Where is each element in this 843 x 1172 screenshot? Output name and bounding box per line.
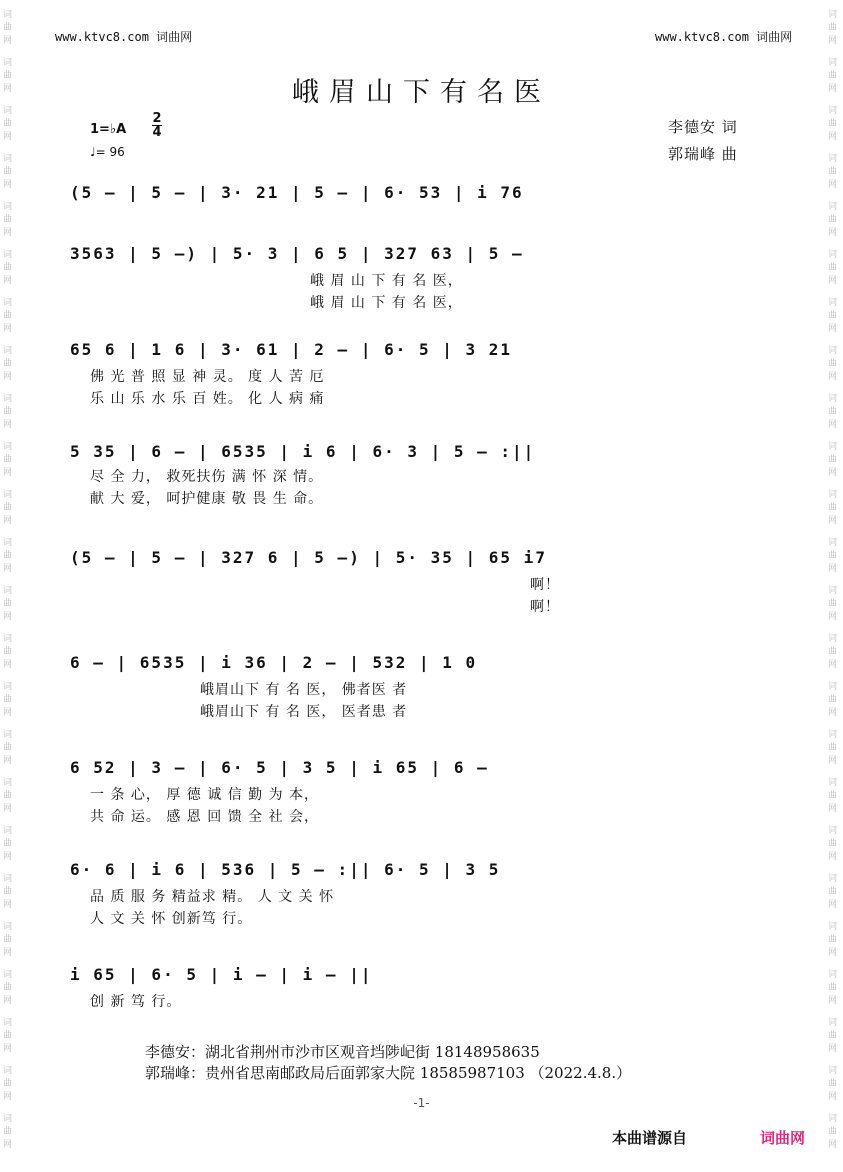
watermark-glyph: 词 xyxy=(828,682,838,692)
watermark-glyph: 词 xyxy=(828,1114,838,1124)
time-signature-top: 2 xyxy=(152,111,162,126)
watermark-glyph: 曲 xyxy=(3,1127,13,1137)
watermark-glyph: 词 xyxy=(828,970,838,980)
watermark-glyph: 曲 xyxy=(828,503,838,513)
watermark-glyph: 网 xyxy=(3,612,13,622)
watermark-glyph: 网 xyxy=(828,372,838,382)
notation-line: 3563 | 5 –) | 5· 3 | 6 5 | 327 63 | 5 – xyxy=(70,244,524,263)
watermark-glyph: 词 xyxy=(3,538,13,548)
watermark-glyph: 词 xyxy=(828,250,838,260)
watermark-glyph: 词 xyxy=(828,202,838,212)
watermark-glyph: 词 xyxy=(828,634,838,644)
watermark-glyph: 网 xyxy=(828,36,838,46)
watermark-glyph: 网 xyxy=(828,180,838,190)
watermark-glyph: 网 xyxy=(3,852,13,862)
music-row-1 xyxy=(70,183,780,223)
key-signature: 1=♭A xyxy=(90,122,127,137)
watermark-glyph: 网 xyxy=(3,180,13,190)
watermark-glyph: 词 xyxy=(3,970,13,980)
watermark-glyph: 网 xyxy=(828,708,838,718)
watermark-glyph: 曲 xyxy=(3,71,13,81)
lyric-verse-1: 创 新 笃 行。 xyxy=(90,994,182,1010)
notation-line: 5 35 | 6 – | 6535 | i 6 | 6· 3 | 5 – :|| xyxy=(70,442,536,461)
watermark-glyph: 词 xyxy=(3,442,13,452)
watermark-glyph: 词 xyxy=(3,634,13,644)
watermark-glyph: 网 xyxy=(3,372,13,382)
watermark-glyph: 曲 xyxy=(3,263,13,273)
watermark-glyph: 网 xyxy=(3,804,13,814)
watermark-glyph: 网 xyxy=(3,276,13,286)
lyric-verse-2: 献 大 爱， 呵护健康 敬 畏 生 命。 xyxy=(90,491,324,507)
watermark-glyph: 网 xyxy=(3,516,13,526)
watermark-glyph: 曲 xyxy=(828,647,838,657)
watermark-glyph: 词 xyxy=(828,538,838,548)
watermark-glyph: 网 xyxy=(3,756,13,766)
notation-line: (5 – | 5 – | 3· 21 | 5 – | 6· 53 | i 76 xyxy=(70,183,524,202)
watermark-glyph: 曲 xyxy=(3,599,13,609)
watermark-glyph: 词 xyxy=(3,58,13,68)
watermark-glyph: 网 xyxy=(3,84,13,94)
watermark-glyph: 曲 xyxy=(3,647,13,657)
watermark-glyph: 词 xyxy=(828,586,838,596)
watermark-glyph: 词 xyxy=(828,1066,838,1076)
watermark-glyph: 词 xyxy=(3,250,13,260)
watermark-glyph: 网 xyxy=(828,420,838,430)
watermark-glyph: 词 xyxy=(828,154,838,164)
music-row-5 xyxy=(70,548,780,588)
watermark-glyph: 曲 xyxy=(828,695,838,705)
notation-line: 6· 6 | i 6 | 536 | 5 – :|| 6· 5 | 3 5 xyxy=(70,860,501,879)
watermark-glyph: 词 xyxy=(828,778,838,788)
watermark-glyph: 网 xyxy=(828,276,838,286)
watermark-glyph: 词 xyxy=(828,442,838,452)
watermark-glyph: 曲 xyxy=(828,407,838,417)
contact-composer: 郭瑞峰：贵州省思南邮政局后面郭家大院 18585987103 （2022.4.8.） xyxy=(145,1064,632,1082)
watermark-glyph: 曲 xyxy=(3,695,13,705)
watermark-glyph: 网 xyxy=(828,132,838,142)
watermark-glyph: 网 xyxy=(3,132,13,142)
watermark-glyph: 词 xyxy=(828,298,838,308)
watermark-glyph: 网 xyxy=(3,900,13,910)
music-row-6 xyxy=(70,653,780,693)
watermark-glyph: 曲 xyxy=(828,935,838,945)
lyric-verse-1: 峨眉山下 有 名 医， 佛者医 者 xyxy=(200,682,408,698)
watermark-glyph: 词 xyxy=(828,490,838,500)
watermark-glyph: 网 xyxy=(828,900,838,910)
lyric-verse-2: 啊！ xyxy=(530,599,560,615)
watermark-glyph: 网 xyxy=(3,996,13,1006)
source-site-link[interactable]: 词曲网 xyxy=(760,1129,806,1147)
watermark-glyph: 网 xyxy=(828,324,838,334)
watermark-glyph: 曲 xyxy=(3,983,13,993)
tempo-marking xyxy=(90,145,125,159)
watermark-glyph: 词 xyxy=(828,106,838,116)
watermark-glyph: 词 xyxy=(3,490,13,500)
watermark-glyph: 曲 xyxy=(828,167,838,177)
watermark-glyph: 词 xyxy=(3,298,13,308)
watermark-glyph: 网 xyxy=(828,468,838,478)
watermark-glyph: 网 xyxy=(3,1140,13,1150)
watermark-glyph: 词 xyxy=(828,1018,838,1028)
page-number: -1- xyxy=(413,1096,430,1110)
watermark-glyph: 网 xyxy=(3,468,13,478)
watermark-glyph: 网 xyxy=(828,1140,838,1150)
watermark-glyph: 词 xyxy=(3,1066,13,1076)
quarter-note-icon: ♩ xyxy=(90,145,96,159)
watermark-glyph: 词 xyxy=(3,922,13,932)
watermark-glyph: 词 xyxy=(3,1114,13,1124)
watermark-glyph: 曲 xyxy=(3,791,13,801)
watermark-glyph: 网 xyxy=(3,1092,13,1102)
watermark-glyph: 曲 xyxy=(3,455,13,465)
watermark-glyph: 词 xyxy=(3,10,13,20)
watermark-glyph: 网 xyxy=(3,1044,13,1054)
watermark-glyph: 网 xyxy=(3,708,13,718)
watermark-glyph: 曲 xyxy=(828,887,838,897)
site-url-right[interactable]: www.ktvc8.com 词曲网 xyxy=(655,30,793,44)
lyric-verse-1: 尽 全 力， 救死扶伤 满 怀 深 情。 xyxy=(90,469,324,485)
watermark-glyph: 曲 xyxy=(828,551,838,561)
watermark-glyph: 曲 xyxy=(828,983,838,993)
watermark-glyph: 网 xyxy=(828,660,838,670)
watermark-glyph: 网 xyxy=(828,1092,838,1102)
watermark-glyph: 曲 xyxy=(828,839,838,849)
lyric-verse-2: 人 文 关 怀 创新笃 行。 xyxy=(90,911,253,927)
watermark-glyph: 网 xyxy=(3,324,13,334)
watermark-glyph: 网 xyxy=(828,228,838,238)
lyric-verse-1: 佛 光 普 照 显 神 灵。 度 人 苦 厄 xyxy=(90,369,325,385)
watermark-glyph: 词 xyxy=(3,202,13,212)
watermark-glyph: 网 xyxy=(828,516,838,526)
watermark-glyph: 网 xyxy=(828,564,838,574)
watermark-glyph: 曲 xyxy=(828,215,838,225)
watermark-glyph: 曲 xyxy=(3,359,13,369)
watermark-glyph: 曲 xyxy=(828,1079,838,1089)
watermark-glyph: 网 xyxy=(828,996,838,1006)
lyric-verse-1: 品 质 服 务 精益求 精。 人 文 关 怀 xyxy=(90,889,335,905)
watermark-glyph: 词 xyxy=(828,346,838,356)
watermark-glyph: 词 xyxy=(828,58,838,68)
watermark-glyph: 词 xyxy=(3,346,13,356)
watermark-glyph: 曲 xyxy=(828,263,838,273)
watermark-glyph: 词 xyxy=(3,154,13,164)
watermark-glyph: 网 xyxy=(3,660,13,670)
notation-line: i 65 | 6· 5 | i – | i – || xyxy=(70,965,373,984)
watermark-glyph: 网 xyxy=(828,84,838,94)
watermark-glyph: 曲 xyxy=(828,1127,838,1137)
watermark-glyph: 曲 xyxy=(3,23,13,33)
lyric-verse-2: 共 命 运。 感 恩 回 馈 全 社 会， xyxy=(90,809,320,825)
time-signature-bottom: 4 xyxy=(152,125,162,140)
lyric-verse-2: 峨 眉 山 下 有 名 医， xyxy=(310,295,463,311)
watermark-glyph: 网 xyxy=(828,804,838,814)
watermark-glyph: 曲 xyxy=(3,935,13,945)
watermark-glyph: 曲 xyxy=(3,551,13,561)
lyric-verse-1: 峨 眉 山 下 有 名 医， xyxy=(310,273,463,289)
lyricist-credit: 李德安 词 xyxy=(668,118,738,136)
watermark-glyph: 曲 xyxy=(3,119,13,129)
watermark-glyph: 网 xyxy=(828,1044,838,1054)
watermark-glyph: 词 xyxy=(3,106,13,116)
notation-line: 65 6 | 1 6 | 3· 61 | 2 – | 6· 5 | 3 21 xyxy=(70,340,513,359)
watermark-glyph: 曲 xyxy=(828,599,838,609)
watermark-glyph: 曲 xyxy=(828,455,838,465)
notation-line: 6 – | 6535 | i 36 | 2 – | 532 | 1 0 xyxy=(70,653,478,672)
watermark-glyph: 词 xyxy=(828,826,838,836)
watermark-glyph: 曲 xyxy=(828,743,838,753)
contact-lyricist: 李德安：湖北省荆州市沙市区观音垱陟屺街 18148958635 xyxy=(145,1043,540,1061)
right-watermark-strip xyxy=(825,0,843,1172)
watermark-glyph: 词 xyxy=(3,826,13,836)
time-signature xyxy=(152,112,162,139)
watermark-glyph: 曲 xyxy=(828,359,838,369)
watermark-glyph: 曲 xyxy=(3,215,13,225)
watermark-glyph: 词 xyxy=(3,730,13,740)
watermark-glyph: 词 xyxy=(828,922,838,932)
watermark-glyph: 曲 xyxy=(828,119,838,129)
song-title: 峨眉山下有名医 xyxy=(292,77,551,108)
watermark-glyph: 网 xyxy=(3,564,13,574)
watermark-glyph: 曲 xyxy=(3,311,13,321)
watermark-glyph: 网 xyxy=(3,228,13,238)
watermark-glyph: 网 xyxy=(3,420,13,430)
watermark-glyph: 词 xyxy=(828,874,838,884)
watermark-glyph: 词 xyxy=(3,682,13,692)
lyric-verse-1: 一 条 心， 厚 德 诚 信 勤 为 本， xyxy=(90,787,320,803)
watermark-glyph: 网 xyxy=(3,36,13,46)
watermark-glyph: 词 xyxy=(828,10,838,20)
watermark-glyph: 曲 xyxy=(3,1031,13,1041)
watermark-glyph: 曲 xyxy=(3,887,13,897)
watermark-glyph: 网 xyxy=(828,852,838,862)
tempo-value: = 96 xyxy=(95,145,125,159)
lyric-verse-2: 乐 山 乐 水 乐 百 姓。 化 人 病 痛 xyxy=(90,391,325,407)
watermark-glyph: 曲 xyxy=(828,23,838,33)
watermark-glyph: 词 xyxy=(3,1018,13,1028)
watermark-glyph: 曲 xyxy=(3,743,13,753)
watermark-glyph: 曲 xyxy=(3,407,13,417)
watermark-glyph: 曲 xyxy=(828,791,838,801)
watermark-glyph: 词 xyxy=(3,874,13,884)
watermark-glyph: 曲 xyxy=(3,839,13,849)
watermark-glyph: 曲 xyxy=(3,1079,13,1089)
watermark-glyph: 曲 xyxy=(3,167,13,177)
watermark-glyph: 词 xyxy=(3,586,13,596)
watermark-glyph: 词 xyxy=(828,394,838,404)
watermark-glyph: 曲 xyxy=(828,71,838,81)
watermark-glyph: 曲 xyxy=(3,503,13,513)
notation-line: (5 – | 5 – | 327 6 | 5 –) | 5· 35 | 65 i7 xyxy=(70,548,547,567)
watermark-glyph: 网 xyxy=(828,948,838,958)
left-watermark-strip xyxy=(0,0,18,1172)
lyric-verse-1: 啊！ xyxy=(530,577,560,593)
lyric-verse-2: 峨眉山下 有 名 医， 医者患 者 xyxy=(200,704,408,720)
notation-line: 6 52 | 3 – | 6· 5 | 3 5 | i 65 | 6 – xyxy=(70,758,489,777)
watermark-glyph: 网 xyxy=(828,612,838,622)
watermark-glyph: 词 xyxy=(828,730,838,740)
watermark-glyph: 词 xyxy=(3,778,13,788)
watermark-glyph: 网 xyxy=(3,948,13,958)
watermark-glyph: 曲 xyxy=(828,311,838,321)
site-url-left[interactable]: www.ktvc8.com 词曲网 xyxy=(55,30,193,44)
source-label: 本曲谱源自 xyxy=(612,1129,688,1147)
watermark-glyph: 网 xyxy=(828,756,838,766)
watermark-glyph: 词 xyxy=(3,394,13,404)
composer-credit: 郭瑞峰 曲 xyxy=(668,145,738,163)
watermark-glyph: 曲 xyxy=(828,1031,838,1041)
